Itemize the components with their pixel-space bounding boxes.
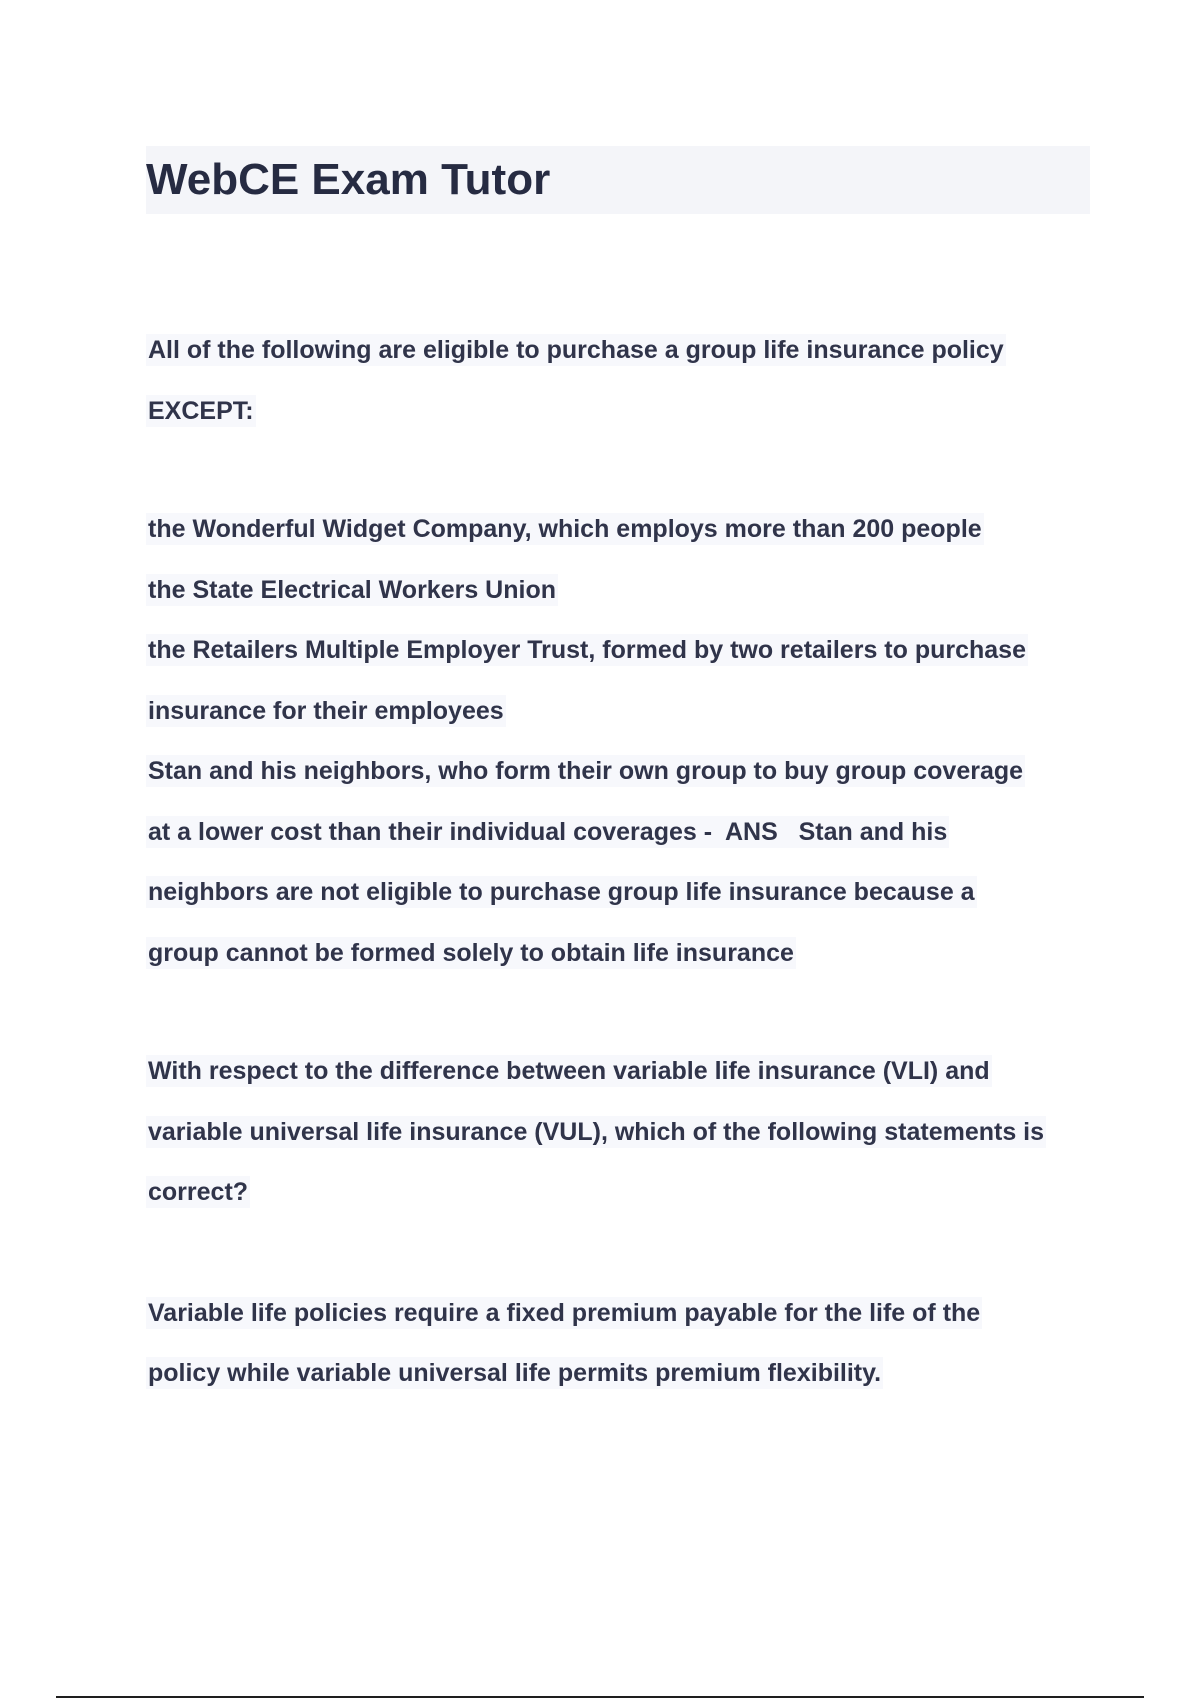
answer-line: at a lower cost than their individual coverages - ANS Stan and his	[148, 817, 948, 846]
answer-line: neighbors are not eligible to purchase group life insurance because a	[148, 878, 975, 906]
answer-line: policy while variable universal life permits premium flexibility.	[148, 1359, 882, 1387]
document-body	[146, 320, 1106, 1404]
question-block-2	[146, 1041, 1106, 1223]
question-line: EXCEPT:	[148, 396, 254, 425]
answer-block-2	[146, 1283, 1106, 1404]
question-line: With respect to the difference between variable life insurance (VLI) and	[148, 1057, 990, 1085]
question-line: variable universal life insurance (VUL), which of the following statements is	[148, 1117, 1045, 1146]
spacer	[146, 1223, 1106, 1283]
answer-block-1	[146, 499, 1106, 983]
answer-line: the State Electrical Workers Union	[148, 575, 556, 604]
page-title: WebCE Exam Tutor	[146, 155, 551, 204]
question-block-1	[146, 320, 1106, 441]
footer-divider	[56, 1696, 1144, 1698]
answer-line: Variable life policies require a fixed premium payable for the life of the	[148, 1298, 981, 1327]
answer-line: insurance for their employees	[148, 696, 504, 725]
spacer	[146, 441, 1106, 501]
answer-line: the Retailers Multiple Employer Trust, formed by two retailers to purchase	[148, 636, 1026, 664]
question-line: All of the following are eligible to purchase a group life insurance policy	[148, 336, 1004, 364]
answer-line: group cannot be formed solely to obtain life insurance	[148, 938, 794, 967]
spacer	[146, 983, 1106, 1041]
question-line: correct?	[148, 1178, 249, 1206]
answer-line: the Wonderful Widget Company, which employs more than 200 people	[148, 515, 982, 543]
answer-line: Stan and his neighbors, who form their own group to buy group coverage	[148, 757, 1024, 785]
